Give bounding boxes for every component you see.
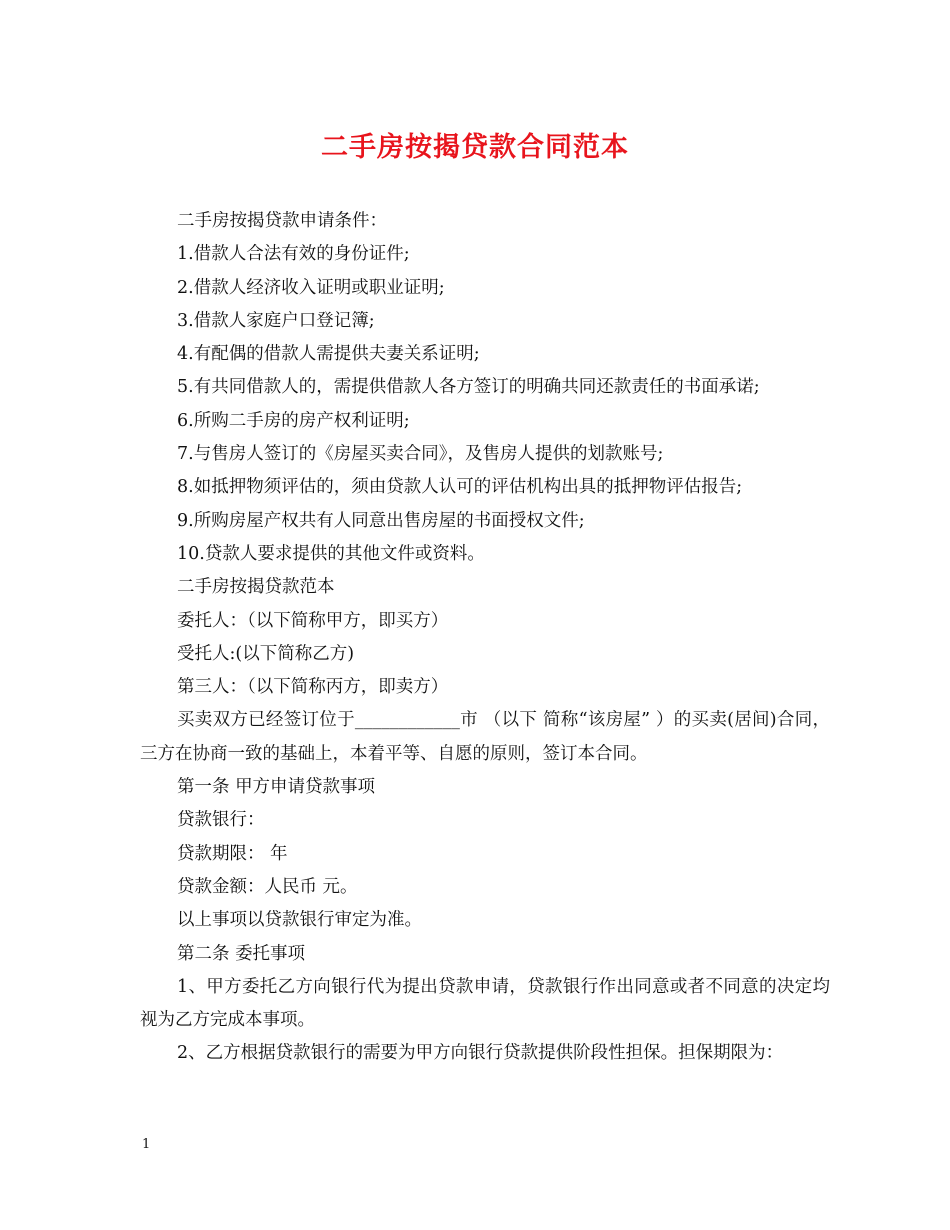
paragraph: 买卖双方已经签订位于____________市 （以下 简称“该房屋” ）的买卖(居间)合同，三方在协商一致的基础上，本着平等、自愿的原则，签订本合同。 bbox=[140, 710, 830, 764]
document-body bbox=[140, 205, 830, 1071]
list-item: 6.所购二手房的房产权利证明; bbox=[177, 410, 410, 431]
list-item: 9.所购房屋产权共有人同意出售房屋的书面授权文件; bbox=[177, 510, 585, 531]
paragraph: 以上事项以贷款银行审定为准。 bbox=[177, 910, 422, 931]
paragraph: 1、甲方委托乙方向银行代为提出贷款申请，贷款银行作出同意或者不同意的决定均 视为乙方完成本事项。 bbox=[140, 976, 830, 1031]
list-item: 5.有共同借款人的，需提供借款人各方签订的明确共同还款责任的书面承诺; bbox=[177, 377, 760, 398]
list-item: 3.借款人家庭户口登记簿; bbox=[177, 310, 375, 331]
paragraph: 2、乙方根据贷款银行的需要为甲方向银行贷款提供阶段性担保。担保期限为： bbox=[177, 1043, 784, 1064]
list-item: 4.有配偶的借款人需提供夫妻关系证明; bbox=[177, 344, 480, 365]
article-heading: 第二条 委托事项 bbox=[177, 943, 306, 964]
field-line: 贷款银行： bbox=[177, 810, 265, 831]
paragraph: 二手房按揭贷款申请条件： bbox=[177, 211, 387, 231]
list-item: 1.借款人合法有效的身份证件; bbox=[177, 244, 410, 265]
field-line: 贷款期限： 年 bbox=[177, 843, 288, 864]
article-heading: 第一条 甲方申请贷款事项 bbox=[177, 777, 376, 798]
party-line: 委托人：（以下简称甲方，即买方） bbox=[177, 610, 449, 631]
list-item: 2.借款人经济收入证明或职业证明; bbox=[177, 277, 445, 298]
list-item: 10.贷款人要求提供的其他文件或资料。 bbox=[177, 543, 485, 564]
field-line: 贷款金额：人民币 元。 bbox=[177, 876, 358, 897]
party-line: 第三人：（以下简称丙方，即卖方） bbox=[177, 677, 449, 698]
document-title: 二手房按揭贷款合同范本 bbox=[321, 132, 629, 163]
list-item: 8.如抵押物须评估的，须由贷款人认可的评估机构出具的抵押物评估报告; bbox=[177, 477, 743, 498]
party-line: 受托人:(以下简称乙方) bbox=[177, 643, 355, 664]
section-heading: 二手房按揭贷款范本 bbox=[177, 577, 335, 598]
page-number: 1 bbox=[142, 1137, 151, 1152]
list-item: 7.与售房人签订的《房屋买卖合同》，及售房人提供的划款账号; bbox=[177, 444, 664, 465]
